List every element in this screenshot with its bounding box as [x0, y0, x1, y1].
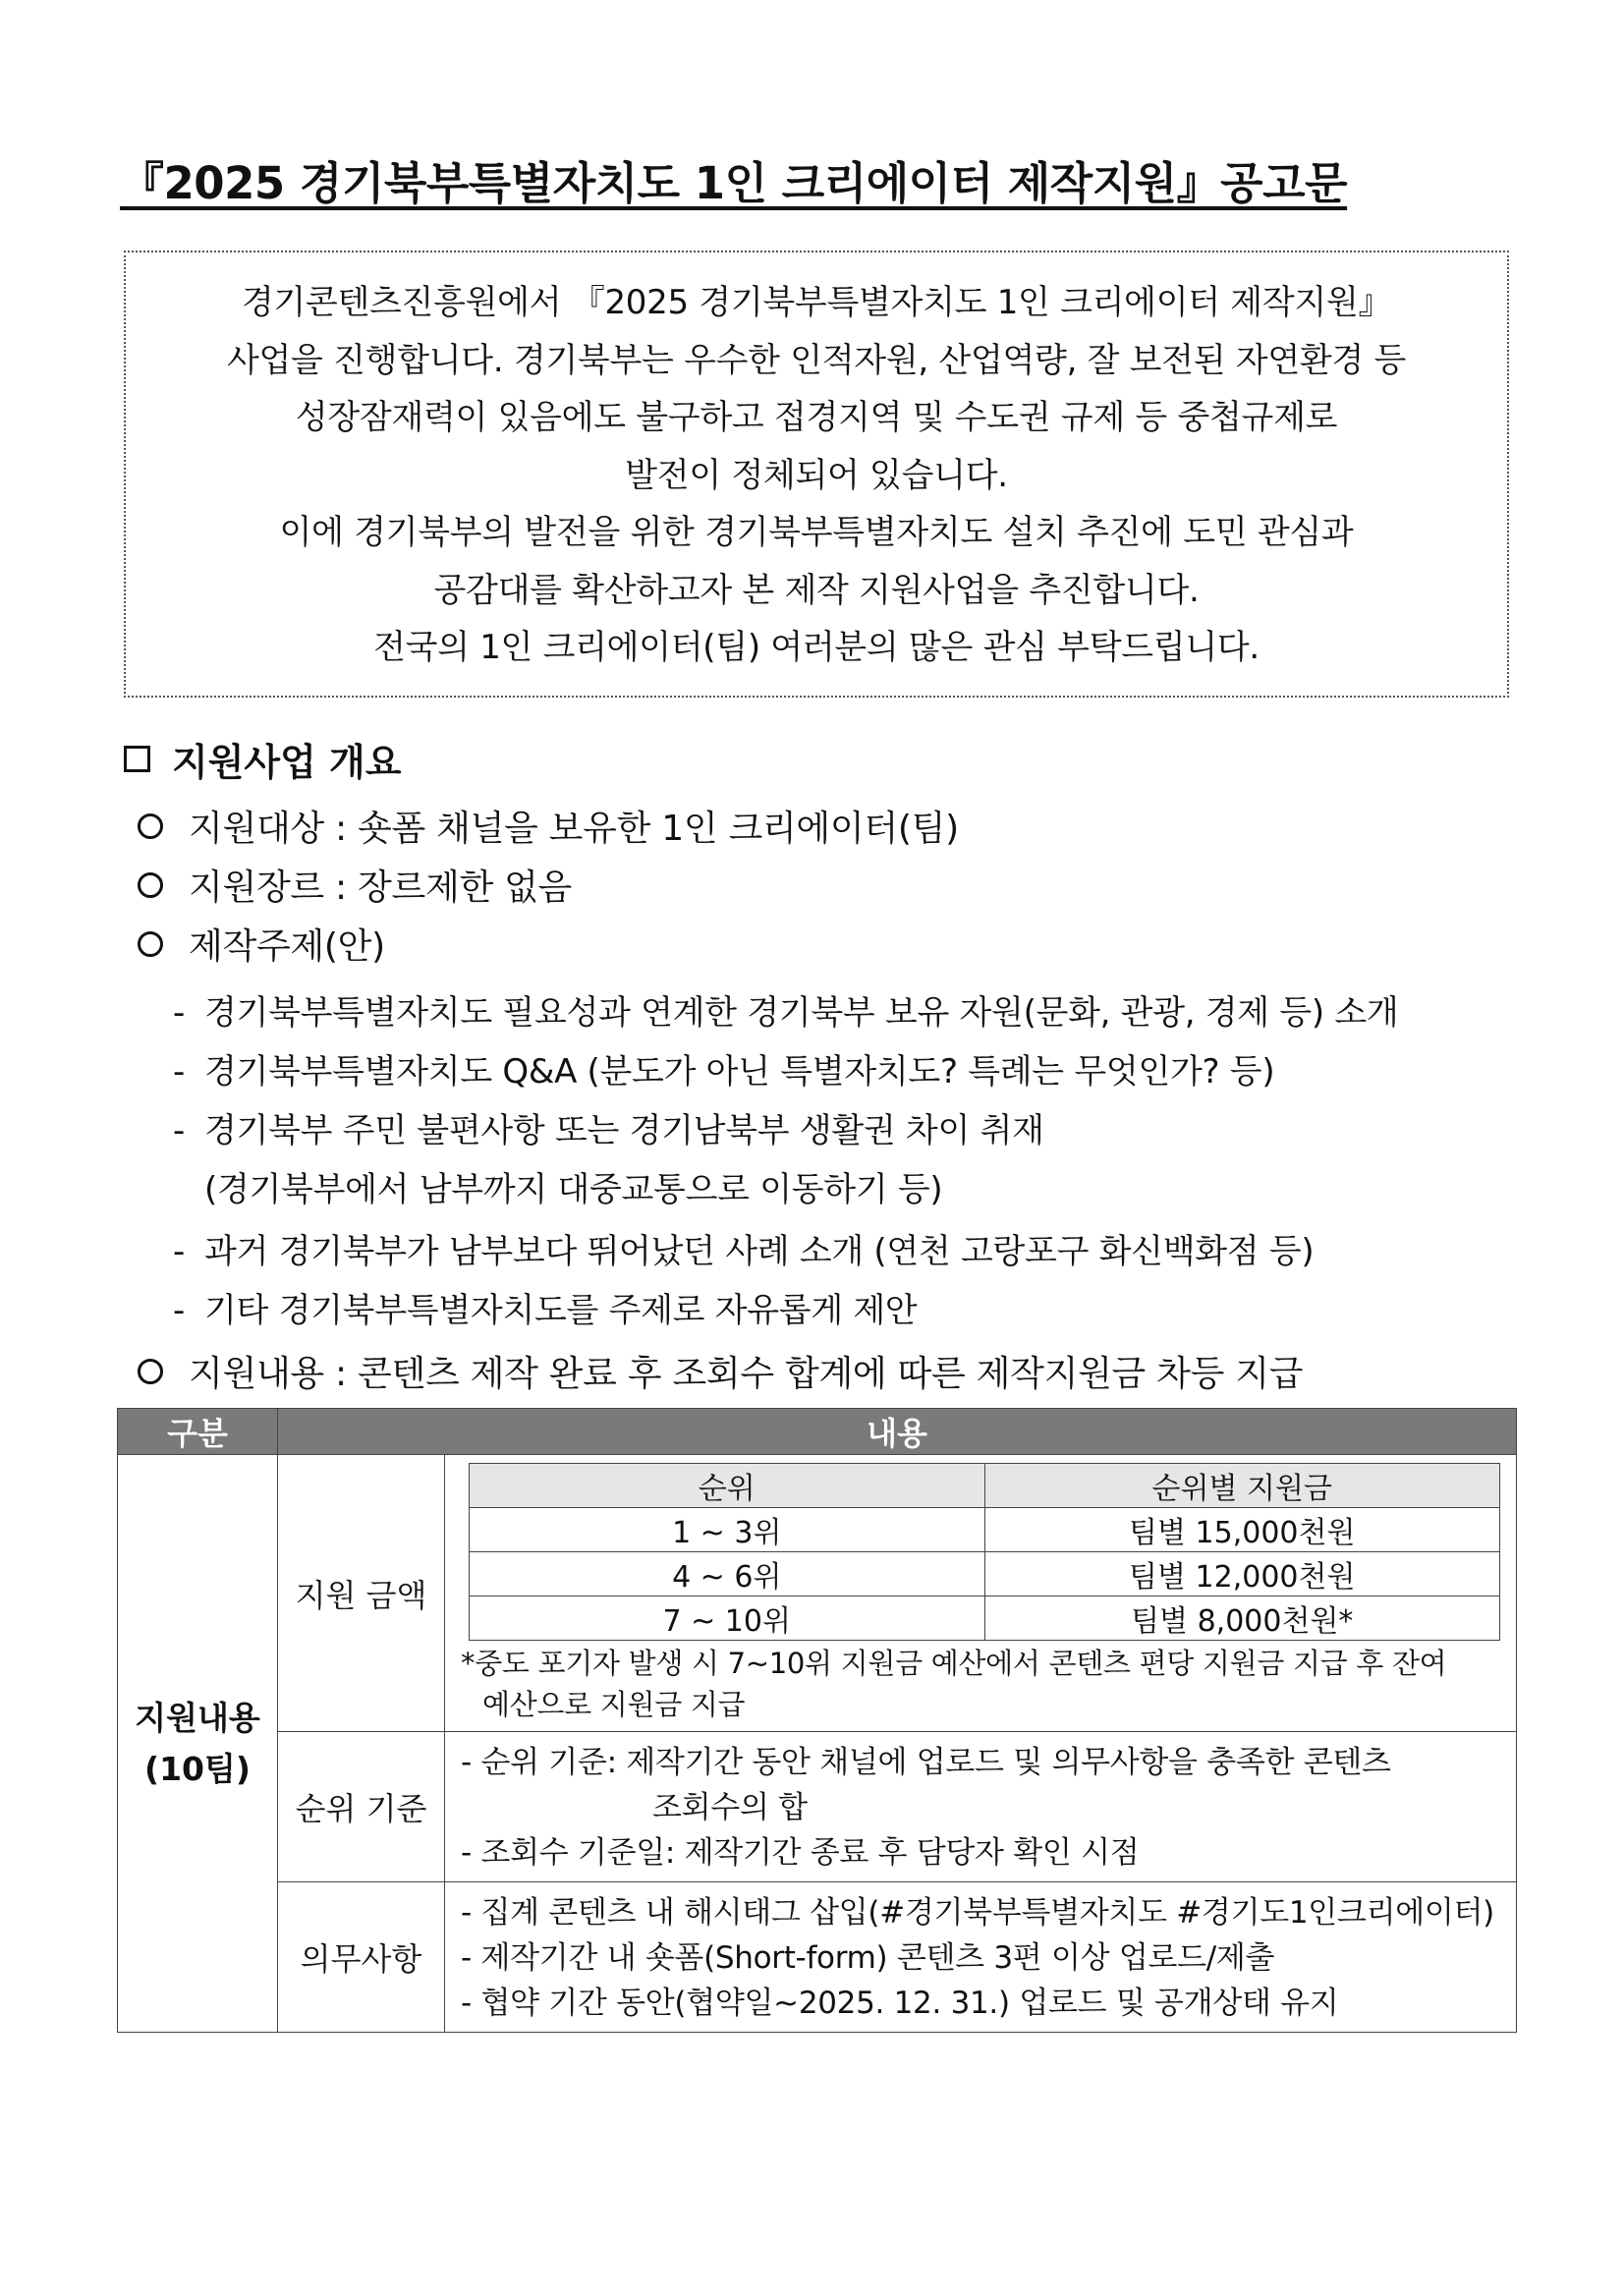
amount-label: 지원 금액 [278, 1455, 445, 1732]
intro-line: 성장잠재력이 있음에도 불구하고 접경지역 및 수도권 규제 등 중첩규제로 [295, 398, 1338, 437]
topic-item: - 경기북부특별자치도 필요성과 연계한 경기북부 보유 자원(문화, 관광, 경제 등) 소개 [173, 993, 1399, 1033]
rank-table [469, 1463, 1500, 1641]
table-header-row [118, 1409, 1517, 1455]
duty-label: 의무사항 [278, 1882, 445, 2033]
table-row: 4 ~ 6위 팀별 12,000천원 [470, 1552, 1500, 1596]
intro-line: 공감대를 확산하고자 본 제작 지원사업을 추진합니다. [433, 570, 1200, 610]
section-heading-text: 지원사업 개요 [172, 741, 402, 784]
circle-bullet-icon [138, 1359, 163, 1384]
circle-bullet-icon [138, 931, 163, 957]
duty-content: - 집계 콘텐츠 내 해시태그 삽입(#경기북부특별자치도 #경기도1인크리에이터) - 제작기간 내 숏폼(Short-form) 콘텐츠 3편 이상 업로드/제출 - 협약 기간 동안(협약일~2025. 12. 31.) 업로드 및 공개상태 유지 [445, 1882, 1517, 2033]
table-row: 1 ~ 3위 팀별 15,000천원 [470, 1508, 1500, 1552]
support-content-table [117, 1408, 1517, 2033]
bullet-text: 지원대상 : 숏폼 채널을 보유한 1인 크리에이터(팀) [189, 809, 959, 849]
criteria-label: 순위 기준 [278, 1732, 445, 1882]
topic-item: - 기타 경기북부특별자치도를 주제로 자유롭게 제안 [173, 1291, 918, 1330]
bullet-text: 지원내용 : 콘텐츠 제작 완료 후 조회수 합계에 따른 제작지원금 차등 지급 [189, 1354, 1304, 1394]
table-row: 7 ~ 10위 팀별 8,000천원* [470, 1596, 1500, 1641]
table-row [118, 1882, 1517, 2033]
criteria-content: - 순위 기준: 제작기간 동안 채널에 업로드 및 의무사항을 충족한 콘텐츠 조회수의 합 - 조회수 기준일: 제작기간 종료 후 담당자 확인 시점 [445, 1732, 1517, 1882]
circle-bullet-icon [138, 872, 163, 898]
topic-item: - 경기북부특별자치도 Q&A (분도가 아닌 특별자치도? 특례는 무엇인가? 등) [173, 1052, 1275, 1092]
intro-line: 이에 경기북부의 발전을 위한 경기북부특별자치도 설치 추진에 도민 관심과 [279, 513, 1354, 552]
intro-box [124, 251, 1509, 698]
amount-content [445, 1455, 1517, 1732]
section-heading [124, 732, 401, 786]
intro-line: 경기콘텐츠진흥원에서 『2025 경기북부특별자치도 1인 크리에이터 제작지원』 [241, 283, 1392, 322]
topic-item-continued: (경기북부에서 남부까지 대중교통으로 이동하기 등) [204, 1170, 943, 1209]
topic-item: - 경기북부 주민 불편사항 또는 경기남북부 생활권 차이 취재 [173, 1111, 1044, 1150]
bullet-genre [138, 860, 572, 910]
rank-table-header: 순위 순위별 지원금 [470, 1464, 1500, 1508]
intro-line: 발전이 정체되어 있습니다. [625, 455, 1008, 495]
bullet-text: 지원장르 : 장르제한 없음 [189, 868, 573, 908]
table-row [118, 1732, 1517, 1882]
footnote: *중도 포기자 발생 시 7~10위 지원금 예산에서 콘텐츠 편당 지원금 지급 후 잔여 예산으로 지원금 지급 [461, 1647, 1447, 1721]
circle-bullet-icon [138, 813, 163, 839]
bullet-text: 제작주제(안) [189, 926, 385, 967]
intro-line: 전국의 1인 크리에이터(팀) 여러분의 많은 관심 부탁드립니다. [373, 628, 1260, 667]
bullet-content [138, 1346, 1303, 1396]
bullet-target [138, 801, 959, 851]
topic-item: - 과거 경기북부가 남부보다 뛰어났던 사례 소개 (연천 고랑포구 화신백화점 등) [173, 1232, 1315, 1271]
header-content: 내용 [278, 1409, 1517, 1455]
bullet-topic [138, 919, 385, 969]
intro-line: 사업을 진행합니다. 경기북부는 우수한 인적자원, 산업역량, 잘 보전된 자연환경 등 [226, 340, 1407, 380]
table-row [118, 1455, 1517, 1732]
category-cell: 지원내용 (10팀) [118, 1455, 278, 2033]
square-bullet-icon [124, 746, 150, 772]
document-title: 『2025 경기북부특별자치도 1인 크리에이터 제작지원』공고문 [120, 157, 1348, 209]
header-category: 구분 [118, 1409, 278, 1455]
